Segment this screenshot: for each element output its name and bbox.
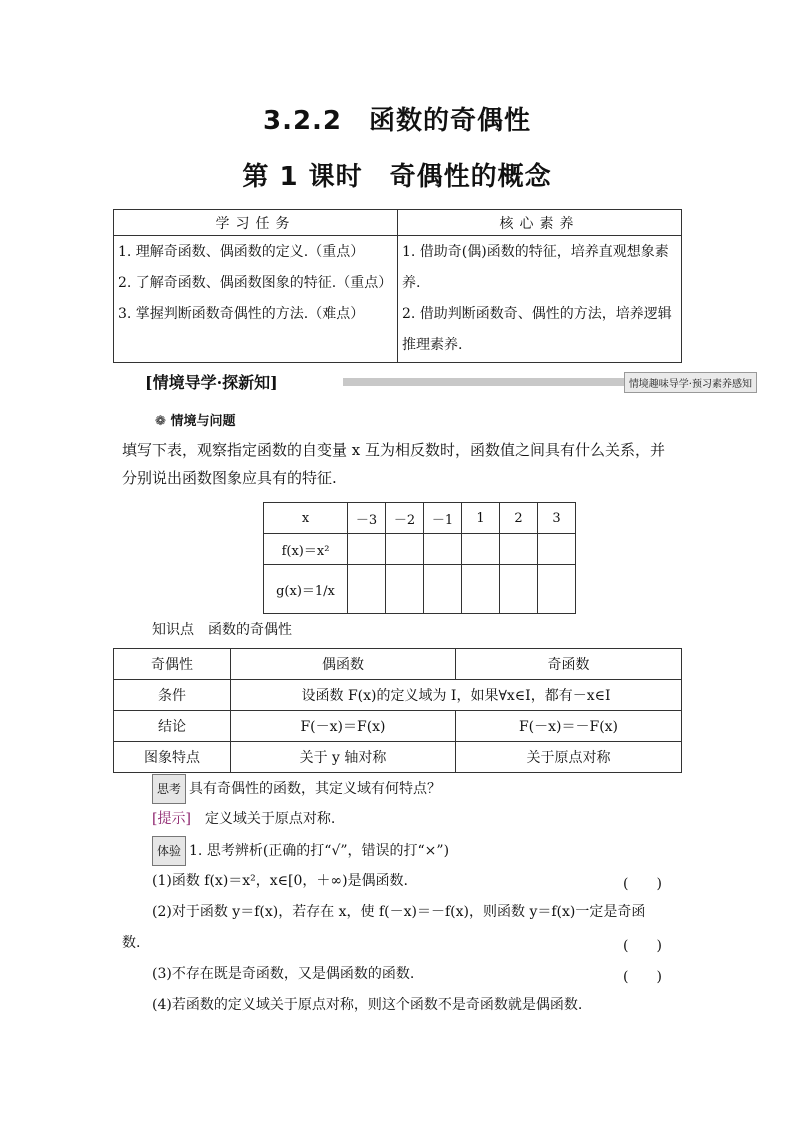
kt-cell: 关于 y 轴对称: [231, 742, 456, 773]
answer-paren: ( ): [623, 938, 662, 954]
answer-paren: ( ): [623, 876, 662, 892]
intro-paragraph: 填写下表，观察指定函数的自变量 x 互为相反数时，函数值之间具有什么关系，并分别说出函数图象应具有的特征.: [122, 441, 665, 487]
exercise-item: (1)函数 f(x)＝x²，x∈[0，＋∞)是偶函数.: [152, 873, 408, 889]
section-banner: [145, 368, 757, 394]
lesson-title: 第 1 课时 奇偶性的概念: [242, 162, 552, 192]
goals-right-cell: [398, 236, 682, 363]
value-header: 3: [538, 503, 576, 534]
value-table: [263, 502, 576, 614]
kt-cell: 设函数 F(x)的定义域为 I，如果∀x∈I，都有－x∈I: [231, 680, 682, 711]
goal-item: 1. 理解奇函数、偶函数的定义.（重点）: [118, 244, 365, 260]
value-header: 2: [500, 503, 538, 534]
goals-header-left: 学习任务: [114, 210, 398, 236]
knowledge-title: 知识点 函数的奇偶性: [152, 622, 292, 638]
kt-cell: F(－x)＝F(x): [231, 711, 456, 742]
goal-item: 3. 掌握判断函数奇偶性的方法.（难点）: [118, 306, 365, 322]
flower-icon: ❁: [155, 414, 166, 429]
value-header: －2: [386, 503, 424, 534]
goal-item: 2. 了解奇函数、偶函数图象的特征.（重点）: [118, 275, 393, 291]
literacy-item: 2. 借助判断函数奇、偶性的方法，培养逻辑推理素养.: [402, 306, 672, 353]
goals-left-cell: [114, 236, 398, 363]
kt-cell: 奇偶性: [114, 649, 231, 680]
kt-cell: 条件: [114, 680, 231, 711]
kt-cell: F(－x)＝－F(x): [456, 711, 682, 742]
exercise-item: (3)不存在既是奇函数，又是偶函数的函数.: [152, 966, 415, 982]
exercise-box: 体验: [152, 836, 186, 866]
knowledge-table: [113, 648, 682, 773]
kt-cell: 偶函数: [231, 649, 456, 680]
value-header: －3: [348, 503, 386, 534]
think-line: 思考 具有奇偶性的函数，其定义域有何特点？: [152, 774, 441, 804]
exercise-item: (4)若函数的定义域关于原点对称，则这个函数不是奇函数就是偶函数.: [152, 997, 583, 1013]
section-label: [情境导学·探新知]: [145, 373, 278, 392]
exercise-item: (2)对于函数 y＝f(x)，若存在 x，使 f(－x)＝－f(x)，则函数 y＝f(x)一定是奇函: [152, 904, 646, 920]
goals-table: [113, 209, 682, 363]
hint-label: [提示]: [152, 811, 191, 827]
literacy-item: 1. 借助奇(偶)函数的特征，培养直观想象素养.: [402, 244, 669, 291]
kt-cell: 奇函数: [456, 649, 682, 680]
value-row-g: g(x)＝1/x: [264, 565, 348, 614]
exercise-title: 体验 1. 思考辨析(正确的打“√”，错误的打“×”): [152, 836, 449, 866]
section-title: 3.2.2 函数的奇偶性: [262, 106, 532, 136]
value-header-x: x: [264, 503, 348, 534]
kt-cell: 图象特点: [114, 742, 231, 773]
kt-cell: 关于原点对称: [456, 742, 682, 773]
value-header: 1: [462, 503, 500, 534]
value-header: －1: [424, 503, 462, 534]
goals-header-right: 核心素养: [398, 210, 682, 236]
answer-paren: ( ): [623, 969, 662, 985]
think-box: 思考: [152, 774, 186, 804]
value-row-f: f(x)＝x²: [264, 534, 348, 565]
exercise-item: 数.: [122, 935, 141, 951]
kt-cell: 结论: [114, 711, 231, 742]
subsection-title: ❁ 情境与问题: [155, 414, 236, 429]
hint-line: [提示] 定义域关于原点对称.: [152, 811, 336, 827]
section-tag: 情境趣味导学·预习素养感知: [624, 372, 757, 393]
